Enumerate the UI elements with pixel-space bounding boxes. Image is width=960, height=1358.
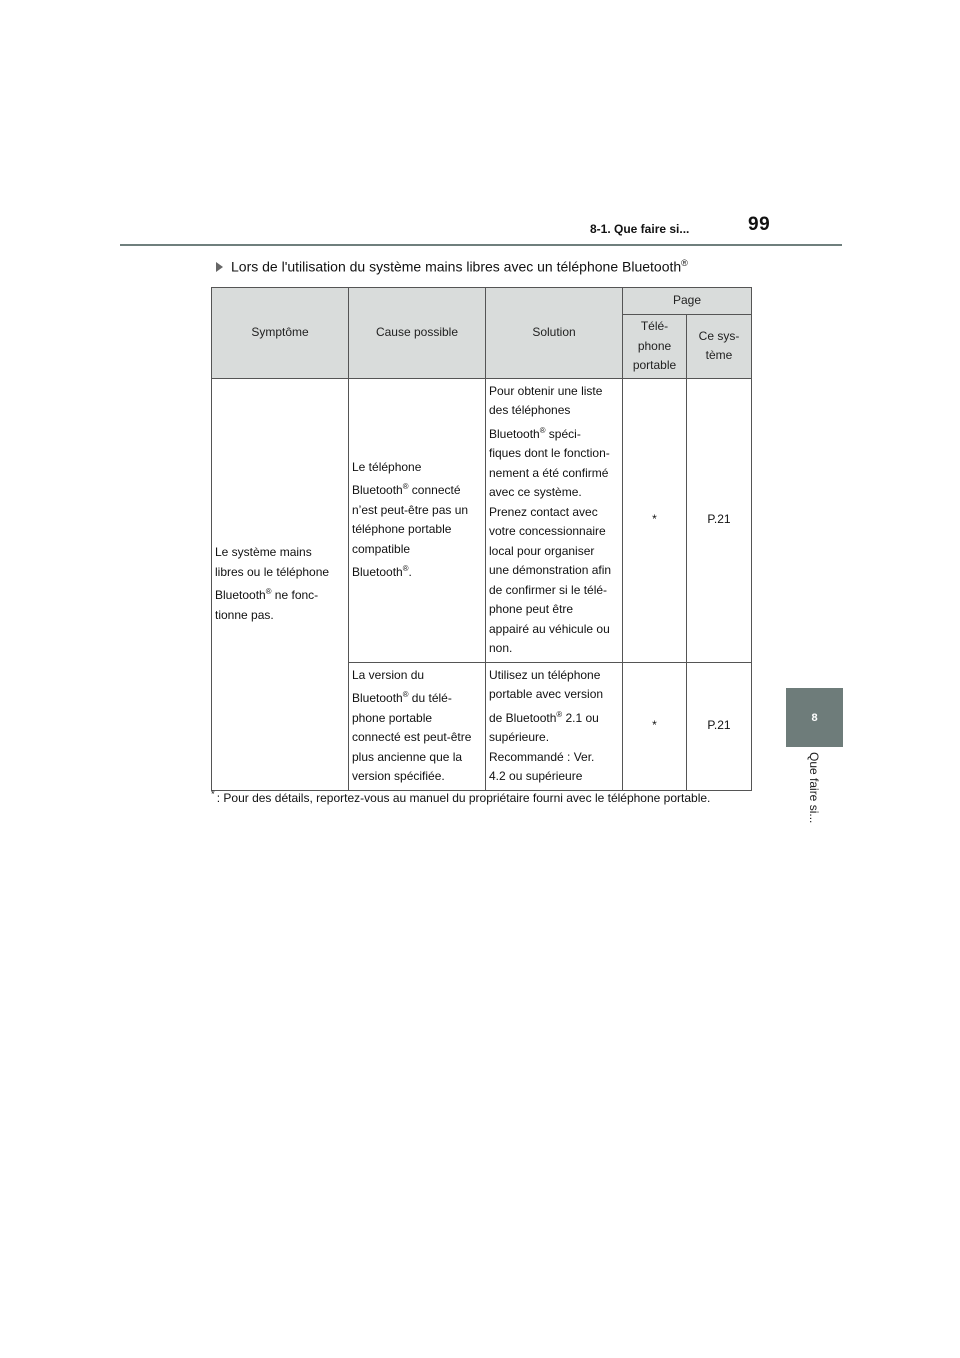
solution-cell: Utilisez un téléphone portable avec version de Bluetooth® 2.1 ou supérieure. Recommandé : Ver. 4.2 ou supérieure xyxy=(486,662,623,790)
arrow-right-icon xyxy=(216,262,223,272)
header-system: Ce sys- tème xyxy=(687,315,752,379)
phone-page-cell: * xyxy=(623,662,687,790)
header-cause: Cause possible xyxy=(349,288,486,379)
page-number: 99 xyxy=(748,214,771,235)
symptom-cell: Le système mains libres ou le téléphone Bluetooth® ne fonc- tionne pas. xyxy=(212,378,349,790)
system-page-cell: P.21 xyxy=(687,662,752,790)
cause-cell: La version du Bluetooth® du télé- phone portable connecté est peut-être plus ancienne que la version spécifiée. xyxy=(349,662,486,790)
header-rule xyxy=(120,244,842,246)
solution-cell: Pour obtenir une liste des téléphones Bluetooth® spéci- fiques dont le fonction- nement a été confirmé avec ce système. Prenez contact avec votre concessionnaire local pour organiser une démonstration afin de confirmer si le télé- phone peut être appairé au véhicule ou non. xyxy=(486,378,623,662)
footnote: * : Pour des détails, reportez-vous au manuel du propriétaire fourni avec le téléphone portable. xyxy=(211,789,711,805)
cause-cell: Le téléphone Bluetooth® connecté n’est peut-être pas un téléphone portable compatible Bluetooth®. xyxy=(349,378,486,662)
header-page: Page xyxy=(623,288,752,315)
chapter-tab: 8 xyxy=(786,688,843,747)
header-phone: Télé- phone portable xyxy=(623,315,687,379)
table-row xyxy=(212,378,752,662)
intro-heading xyxy=(212,258,688,275)
header-symptom: Symptôme xyxy=(212,288,349,379)
system-page-cell: P.21 xyxy=(687,378,752,662)
section-title: 8-1. Que faire si... xyxy=(590,222,690,236)
intro-text: Lors de l'utilisation du système mains libres avec un téléphone Bluetooth® xyxy=(231,258,688,275)
troubleshooting-table xyxy=(211,287,752,791)
header-solution: Solution xyxy=(486,288,623,379)
chapter-side-label: Que faire si... xyxy=(807,752,821,824)
phone-page-cell: * xyxy=(623,378,687,662)
